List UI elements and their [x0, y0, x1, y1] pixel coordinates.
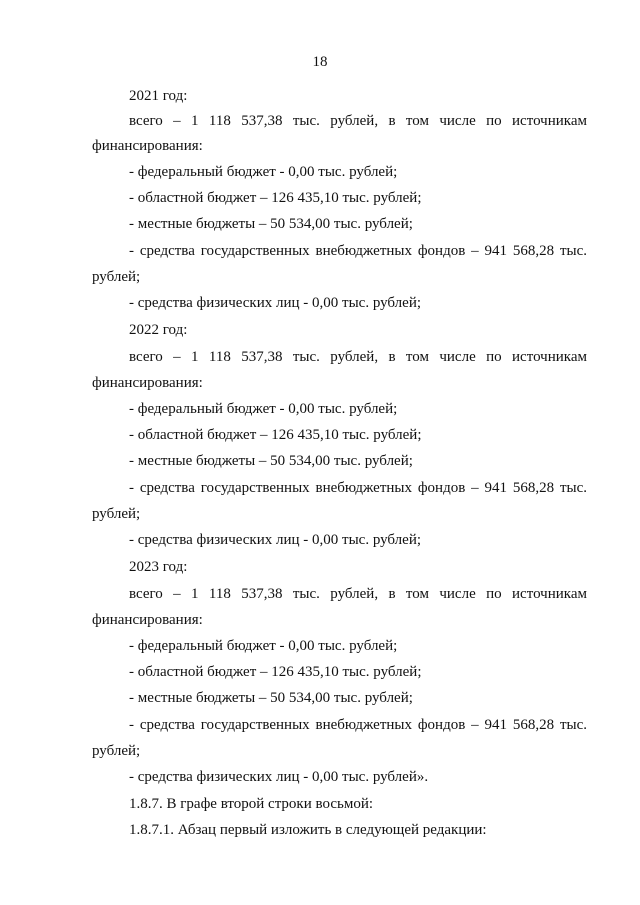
individuals-funds-2023: - средства физических лиц - 0,00 тыс. рублей». [129, 769, 429, 785]
financing-label-2022: финансирования: [92, 375, 203, 391]
local-budgets-2023: - местные бюджеты – 50 534,00 тыс. рублей; [129, 690, 413, 706]
financing-label-2023: финансирования: [92, 612, 203, 628]
offbudget-funds-2022: - средства государственных внебюджетных фондов – 941 568,28 тыс. [129, 480, 587, 496]
offbudget-funds-cont-2022: рублей; [92, 506, 141, 522]
year-heading-2023: 2023 год: [129, 559, 188, 575]
federal-budget-2021: - федеральный бюджет - 0,00 тыс. рублей; [129, 164, 398, 180]
local-budgets-2021: - местные бюджеты – 50 534,00 тыс. рублей; [129, 216, 413, 232]
total-line-2023: всего – 1 118 537,38 тыс. рублей, в том числе по источникам [129, 586, 587, 602]
regional-budget-2022: - областной бюджет – 126 435,10 тыс. рублей; [129, 427, 422, 443]
year-heading-2021: 2021 год: [129, 88, 188, 104]
total-line-2022: всего – 1 118 537,38 тыс. рублей, в том числе по источникам [129, 349, 587, 365]
offbudget-funds-cont-2023: рублей; [92, 743, 141, 759]
regional-budget-2021: - областной бюджет – 126 435,10 тыс. рублей; [129, 190, 422, 206]
year-heading-2022: 2022 год: [129, 322, 188, 338]
clause-1-8-7-1: 1.8.7.1. Абзац первый изложить в следующей редакции: [129, 822, 487, 838]
local-budgets-2022: - местные бюджеты – 50 534,00 тыс. рублей; [129, 453, 413, 469]
total-line-2021: всего – 1 118 537,38 тыс. рублей, в том числе по источникам [129, 113, 587, 129]
page-number: 18 [312, 54, 328, 70]
federal-budget-2022: - федеральный бюджет - 0,00 тыс. рублей; [129, 401, 398, 417]
offbudget-funds-cont-2021: рублей; [92, 269, 141, 285]
offbudget-funds-2023: - средства государственных внебюджетных фондов – 941 568,28 тыс. [129, 717, 587, 733]
individuals-funds-2021: - средства физических лиц - 0,00 тыс. рублей; [129, 295, 422, 311]
federal-budget-2023: - федеральный бюджет - 0,00 тыс. рублей; [129, 638, 398, 654]
offbudget-funds-2021: - средства государственных внебюджетных фондов – 941 568,28 тыс. [129, 243, 587, 259]
regional-budget-2023: - областной бюджет – 126 435,10 тыс. рублей; [129, 664, 422, 680]
financing-label-2021: финансирования: [92, 138, 203, 154]
clause-1-8-7: 1.8.7. В графе второй строки восьмой: [129, 796, 374, 812]
individuals-funds-2022: - средства физических лиц - 0,00 тыс. рублей; [129, 532, 422, 548]
